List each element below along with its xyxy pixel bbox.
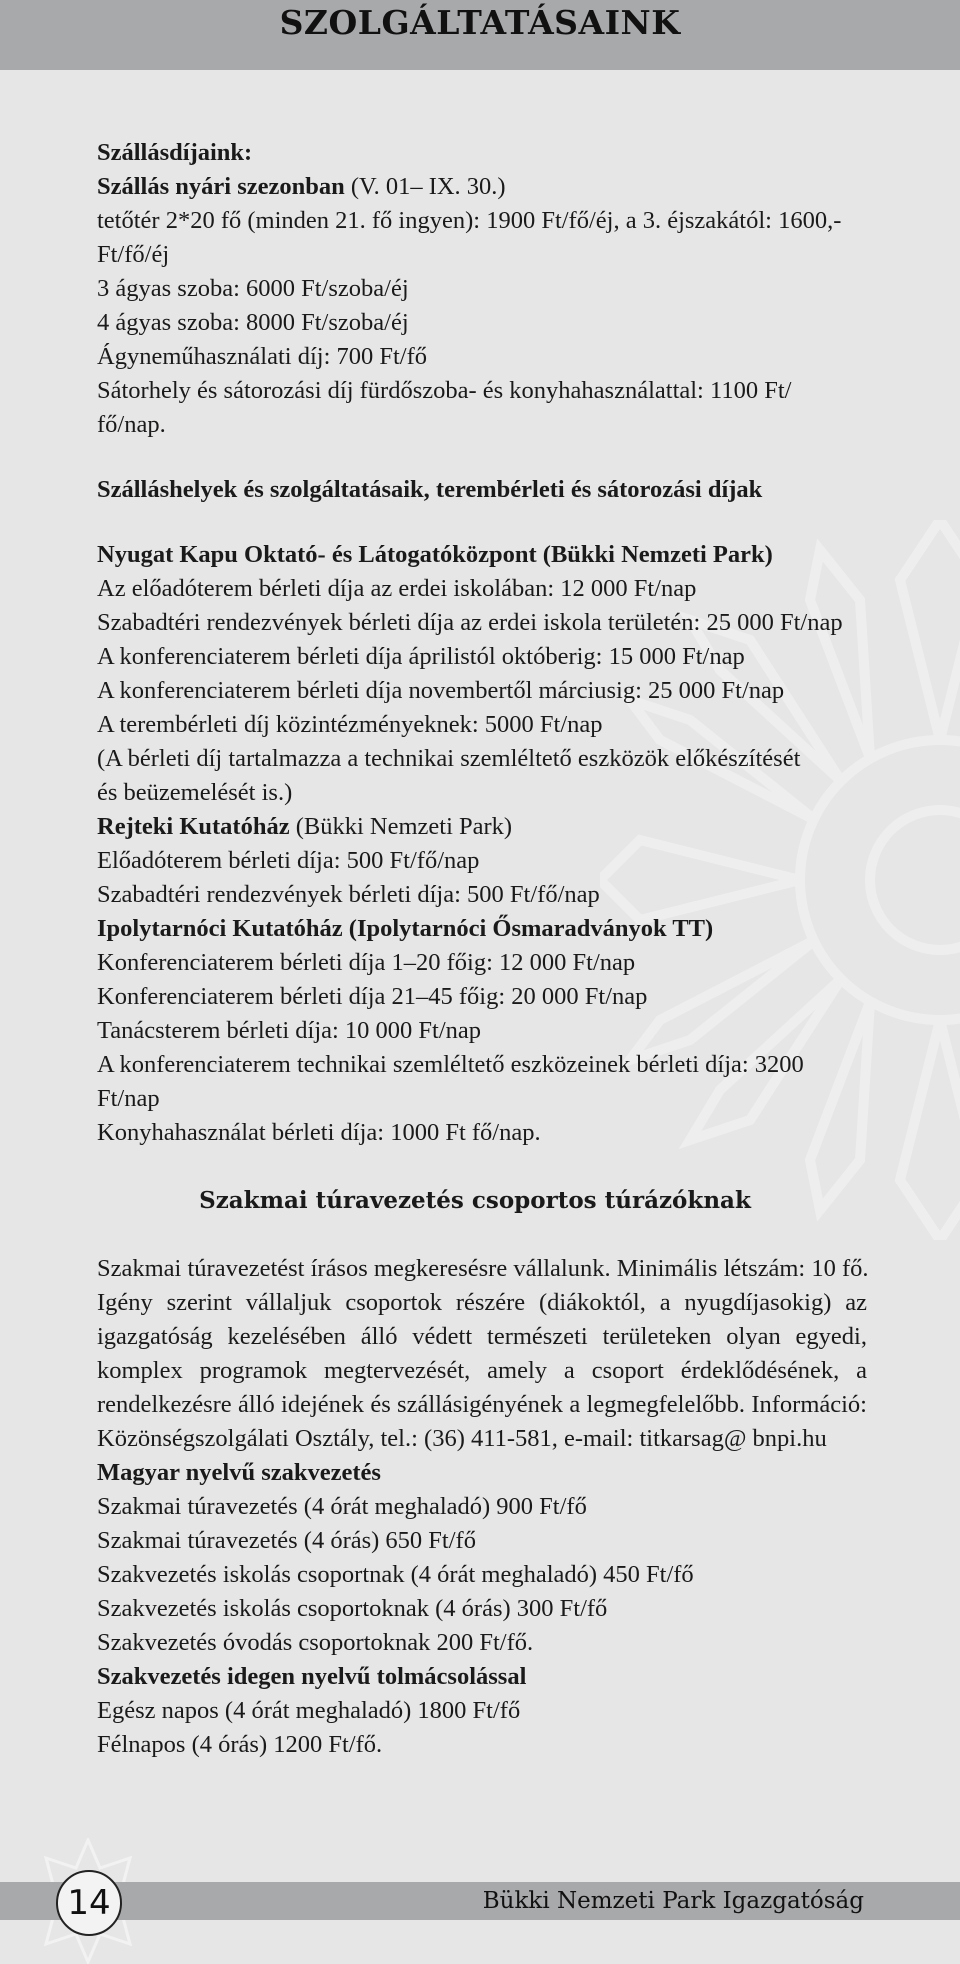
venues-heading: Szálláshelyek és szolgáltatásaik, terembérleti és sátorozási díjak <box>97 476 763 503</box>
lodging-heading: Szállásdíjaink: <box>97 139 253 166</box>
lodging-season <box>97 170 867 204</box>
rejteki-title-rest: (Bükki Nemzeti Park) <box>289 813 513 840</box>
ipolytarnoci-line: Konferenciaterem bérleti díja 1–20 főig: 12 000 Ft/nap <box>97 949 636 976</box>
guiding-paragraph: Igény szerint vállaljuk csoportok részére (diákoktól, a nyugdíjasokig) az igazgatóság kezelésében álló védett természeti területeken olyan egyedi, komplex programok megtervezését, amely a csoport érdeklődésének, a rendelkezésre álló idejének és szállásigényének a legmegfelelőbb. Információ: Közönségszolgálati Osztály, tel.: (36) 411-581, e-mail: titkarsag@ bnpi.hu <box>97 1289 867 1452</box>
hungarian-guiding-line: Szakvezetés iskolás csoportoknak (4 órás) 300 Ft/fő <box>97 1595 608 1622</box>
lodging-season-label: Szállás nyári szezonban <box>97 173 345 200</box>
ipolytarnoci-line: Konferenciaterem bérleti díja 21–45 főig: 20 000 Ft/nap <box>97 983 648 1010</box>
nyugat-kapu-line: Az előadóterem bérleti díja az erdei iskolában: 12 000 Ft/nap <box>97 575 697 602</box>
hungarian-guiding-line: Szakmai túravezetés (4 órát meghaladó) 900 Ft/fő <box>97 1493 587 1520</box>
hungarian-guiding-line: Szakvezetés iskolás csoportnak (4 órát meghaladó) 450 Ft/fő <box>97 1561 694 1588</box>
page-title: SZOLGÁLTATÁSAINK <box>279 3 681 42</box>
hungarian-guiding-line: Szakvezetés óvodás csoportoknak 200 Ft/fő. <box>97 1629 534 1656</box>
footer-organization: Bükki Nemzeti Park Igazgatóság <box>482 1888 864 1914</box>
nyugat-kapu-line: (A bérleti díj tartalmazza a technikai szemléltető eszközök előkészítését <box>97 745 801 772</box>
ipolytarnoci-line: Konyhahasználat bérleti díja: 1000 Ft fő/nap. <box>97 1119 541 1146</box>
nyugat-kapu-line: A terembérleti díj közintézményeknek: 5000 Ft/nap <box>97 711 603 738</box>
hungarian-guiding-line: Szakmai túravezetés (4 órás) 650 Ft/fő <box>97 1527 476 1554</box>
rejteki-title <box>97 810 867 844</box>
nyugat-kapu-line: Szabadtéri rendezvények bérleti díja az erdei iskola területén: 25 000 Ft/nap <box>97 609 843 636</box>
lodging-line: 3 ágyas szoba: 6000 Ft/szoba/éj <box>97 275 409 302</box>
lodging-line: Ft/fő/éj <box>97 241 170 268</box>
nyugat-kapu-title: Nyugat Kapu Oktató- és Látogatóközpont (Bükki Nemzeti Park) <box>97 541 773 568</box>
lodging-line: Ágyneműhasználati díj: 700 Ft/fő <box>97 343 428 370</box>
foreign-guiding-title: Szakvezetés idegen nyelvű tolmácsolással <box>97 1663 527 1690</box>
content <box>97 136 867 1762</box>
ipolytarnoci-title: Ipolytarnóci Kutatóház (Ipolytarnóci Ősmaradványok TT) <box>97 915 714 942</box>
rejteki-title-name: Rejteki Kutatóház <box>97 813 290 840</box>
guiding-intro: Szakmai túravezetést írásos megkeresésre vállalunk. Minimális létszám: 10 fő. <box>97 1255 869 1282</box>
ipolytarnoci-line: Tanácsterem bérleti díja: 10 000 Ft/nap <box>97 1017 482 1044</box>
foreign-guiding-line: Félnapos (4 órás) 1200 Ft/fő. <box>97 1731 383 1758</box>
foreign-guiding-line: Egész napos (4 órát meghaladó) 1800 Ft/fő <box>97 1697 521 1724</box>
rejteki-line: Előadóterem bérleti díja: 500 Ft/fő/nap <box>97 847 480 874</box>
lodging-line: tetőtér 2*20 fő (minden 21. fő ingyen): 1900 Ft/fő/éj, a 3. éjszakától: 1600,- <box>97 207 842 234</box>
lodging-line: 4 ágyas szoba: 8000 Ft/szoba/éj <box>97 309 409 336</box>
rejteki-line: Szabadtéri rendezvények bérleti díja: 500 Ft/fő/nap <box>97 881 600 908</box>
lodging-line: fő/nap. <box>97 411 166 438</box>
nyugat-kapu-line: A konferenciaterem bérleti díja áprilistól októberig: 15 000 Ft/nap <box>97 643 745 670</box>
ipolytarnoci-line: A konferenciaterem technikai szemléltető eszközeinek bérleti díja: 3200 <box>97 1051 804 1078</box>
guiding-heading: Szakmai túravezetés csoportos túrázóknak <box>199 1187 751 1214</box>
hungarian-guiding-title: Magyar nyelvű szakvezetés <box>97 1459 381 1486</box>
lodging-season-dates: (V. 01– IX. 30.) <box>344 173 506 200</box>
nyugat-kapu-line: és beüzemelését is.) <box>97 779 293 806</box>
lodging-line: Sátorhely és sátorozási díj fürdőszoba- és konyhahasználattal: 1100 Ft/ <box>97 377 792 404</box>
page-number: 14 <box>56 1870 122 1936</box>
ipolytarnoci-line: Ft/nap <box>97 1085 160 1112</box>
nyugat-kapu-line: A konferenciaterem bérleti díja novembertől márciusig: 25 000 Ft/nap <box>97 677 785 704</box>
